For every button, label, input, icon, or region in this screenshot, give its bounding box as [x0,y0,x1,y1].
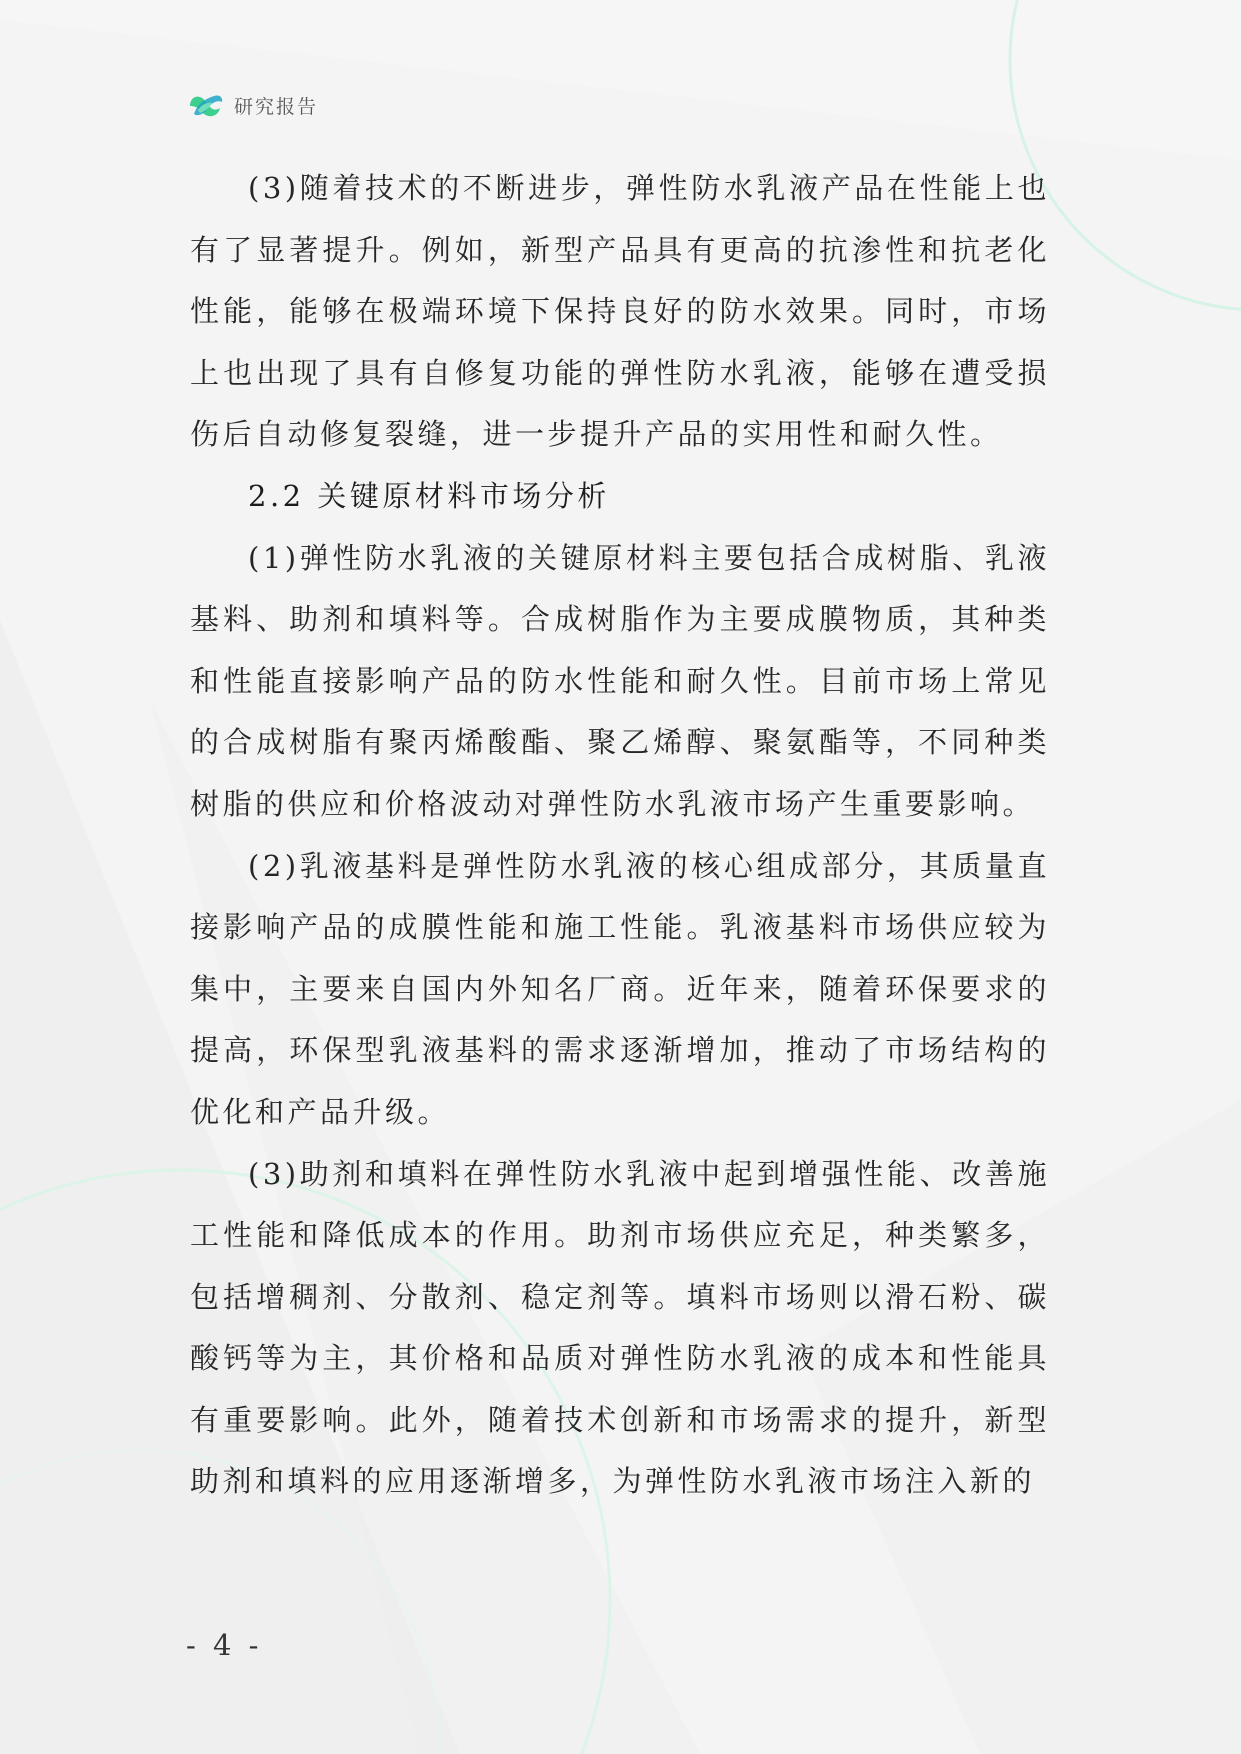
paragraph-3: (2)乳液基料是弹性防水乳液的核心组成部分，其质量直接影响产品的成膜性能和施工性能。乳液基料市场供应较为集中，主要来自国内外知名厂商。近年来，随着环保要求的提高，环保型乳液基料的需求逐渐增加，推动了市场结构的优化和产品升级。 [190,848,1050,1129]
brand-logo-icon [188,90,224,120]
section-heading: 2.2 关键原材料市场分析 [248,478,610,513]
paragraph-2: (1)弹性防水乳液的关键原材料主要包括合成树脂、乳液基料、助剂和填料等。合成树脂作为主要成膜物质，其种类和性能直接影响产品的防水性能和耐久性。目前市场上常见的合成树脂有聚丙烯酸酯、聚乙烯醇、聚氨酯等，不同种类树脂的供应和价格波动对弹性防水乳液市场产生重要影响。 [190,540,1050,821]
body-text [190,158,1050,1513]
page-number: - 4 - [186,1628,263,1662]
page-header [188,88,318,122]
paragraph-1: (3)随着技术的不断进步，弹性防水乳液产品在性能上也有了显著提升。例如，新型产品具有更高的抗渗性和抗老化性能，能够在极端环境下保持良好的防水效果。同时，市场上也出现了具有自修复功能的弹性防水乳液，能够在遭受损伤后自动修复裂缝，进一步提升产品的实用性和耐久性。 [190,171,1050,452]
report-label: 研究报告 [234,95,319,118]
paragraph-4: (3)助剂和填料在弹性防水乳液中起到增强性能、改善施工性能和降低成本的作用。助剂市场供应充足，种类繁多，包括增稠剂、分散剂、稳定剂等。填料市场则以滑石粉、碳酸钙等为主，其价格和品质对弹性防水乳液的成本和性能具有重要影响。此外，随着技术创新和市场需求的提升，新型助剂和填料的应用逐渐增多，为弹性防水乳液市场注入新的 [190,1156,1050,1499]
